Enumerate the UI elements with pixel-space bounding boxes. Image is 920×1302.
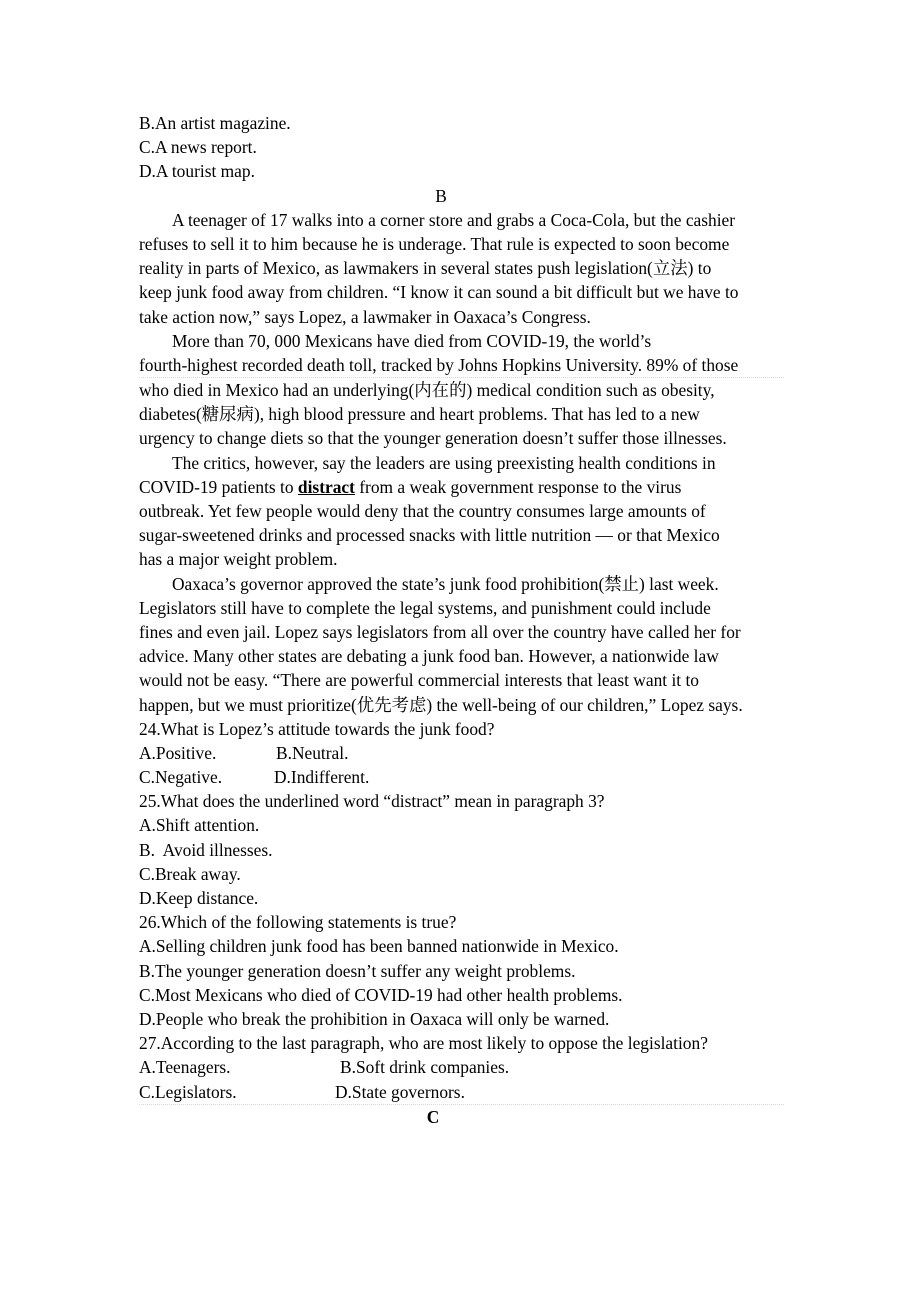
passage-line: happen, but we must prioritize(优先考虑) the well-being of our children,” Lopez says. (139, 694, 743, 715)
passage-line: fourth-highest recorded death toll, tracked by Johns Hopkins University. 89% of those (139, 353, 784, 378)
paragraph-3 (139, 451, 784, 572)
passage-line: sugar-sweetened drinks and processed snacks with little nutrition — or that Mexico (139, 525, 720, 546)
passage-line: Oaxaca’s governor approved the state’s junk food prohibition(禁止) last week. (172, 573, 719, 594)
option-d: D.State governors. (335, 1081, 465, 1102)
paragraph-2 (139, 329, 784, 451)
passage-line: outbreak. Yet few people would deny that the country consumes large amounts of (139, 501, 706, 521)
option-row (139, 741, 784, 765)
option-b: B.Soft drink companies. (340, 1057, 510, 1078)
passage-line: diabetes(糖尿病), high blood pressure and heart problems. That has led to a new (139, 404, 700, 425)
passage-line: fines and even jail. Lopez says legislators from all over the country have called her for (139, 621, 741, 642)
passage-line: More than 70, 000 Mexicans have died from COVID-19, the world’s (172, 330, 652, 351)
option-b: B.An artist magazine. (139, 113, 291, 133)
passage-line: A teenager of 17 walks into a corner store and grabs a Coca-Cola, but the cashier (172, 209, 736, 230)
passage-line: refuses to sell it to him because he is underage. That rule is expected to soon become (139, 233, 730, 254)
option-a: A.Teenagers. (139, 1057, 231, 1078)
passage-line: advice. Many other states are debating a junk food ban. However, a nationwide law (139, 646, 719, 667)
option-a: A.Positive. (139, 742, 217, 763)
option-row (139, 1055, 784, 1079)
option-b: B.The younger generation doesn’t suffer any weight problems. (139, 960, 576, 981)
option-d: D.Indifferent. (274, 767, 370, 788)
passage-line: has a major weight problem. (139, 549, 338, 570)
question-26 (139, 910, 784, 1031)
passage-line: reality in parts of Mexico, as lawmakers in several states push legislation(立法) to (139, 258, 712, 279)
passage-line: urgency to change diets so that the younger generation doesn’t suffer those illnesses. (139, 428, 727, 449)
option-a: A.Shift attention. (139, 815, 260, 836)
passage-line: who died in Mexico had an underlying(内在的) medical condition such as obesity, (139, 380, 715, 401)
option-c: C.A news report. (139, 137, 257, 158)
question-stem: 26.Which of the following statements is true? (139, 912, 457, 933)
previous-question-options (139, 111, 784, 184)
passage-text: COVID-19 patients to (139, 476, 298, 497)
passage-line: keep junk food away from children. “I know it can sound a bit difficult but we have to (139, 282, 739, 303)
section-b-heading: B (435, 185, 447, 206)
question-25 (139, 789, 784, 910)
passage-b (139, 208, 784, 717)
option-c: C.Legislators. (139, 1081, 237, 1102)
option-row (139, 765, 784, 789)
option-a: A.Selling children junk food has been banned nationwide in Mexico. (139, 936, 619, 957)
question-stem: 24.What is Lopez’s attitude towards the junk food? (139, 718, 495, 739)
passage-line: take action now,” says Lopez, a lawmaker in Oaxaca’s Congress. (139, 306, 591, 327)
option-c: C.Negative. (139, 767, 223, 788)
passage-line: would not be easy. “There are powerful commercial interests that least want it to (139, 670, 699, 691)
passage-line: The critics, however, say the leaders are using preexisting health conditions in (172, 452, 716, 473)
paragraph-1 (139, 208, 784, 329)
section-c-heading: C (426, 1106, 440, 1127)
question-stem: 27.According to the last paragraph, who are most likely to oppose the legislation? (139, 1033, 708, 1054)
document-body (139, 111, 784, 1129)
paragraph-4 (139, 572, 784, 717)
option-d: D.Keep distance. (139, 888, 259, 908)
option-row (139, 1080, 784, 1105)
option-c: C.Break away. (139, 863, 241, 884)
question-24 (139, 717, 784, 790)
question-stem: 25.What does the underlined word “distract” mean in paragraph 3? (139, 791, 605, 812)
option-b: B.Neutral. (276, 742, 349, 763)
option-d: D.People who break the prohibition in Oaxaca will only be warned. (139, 1008, 610, 1029)
passage-text: from a weak government response to the virus (354, 476, 682, 497)
option-d: D.A tourist map. (139, 161, 255, 182)
underlined-word-distract: distract (297, 476, 355, 497)
passage-line: Legislators still have to complete the legal systems, and punishment could include (139, 597, 711, 618)
option-b: B. Avoid illnesses. (139, 839, 273, 860)
passage-line-with-keyword (139, 475, 784, 499)
option-c: C.Most Mexicans who died of COVID-19 had other health problems. (139, 984, 623, 1005)
question-27 (139, 1031, 784, 1105)
